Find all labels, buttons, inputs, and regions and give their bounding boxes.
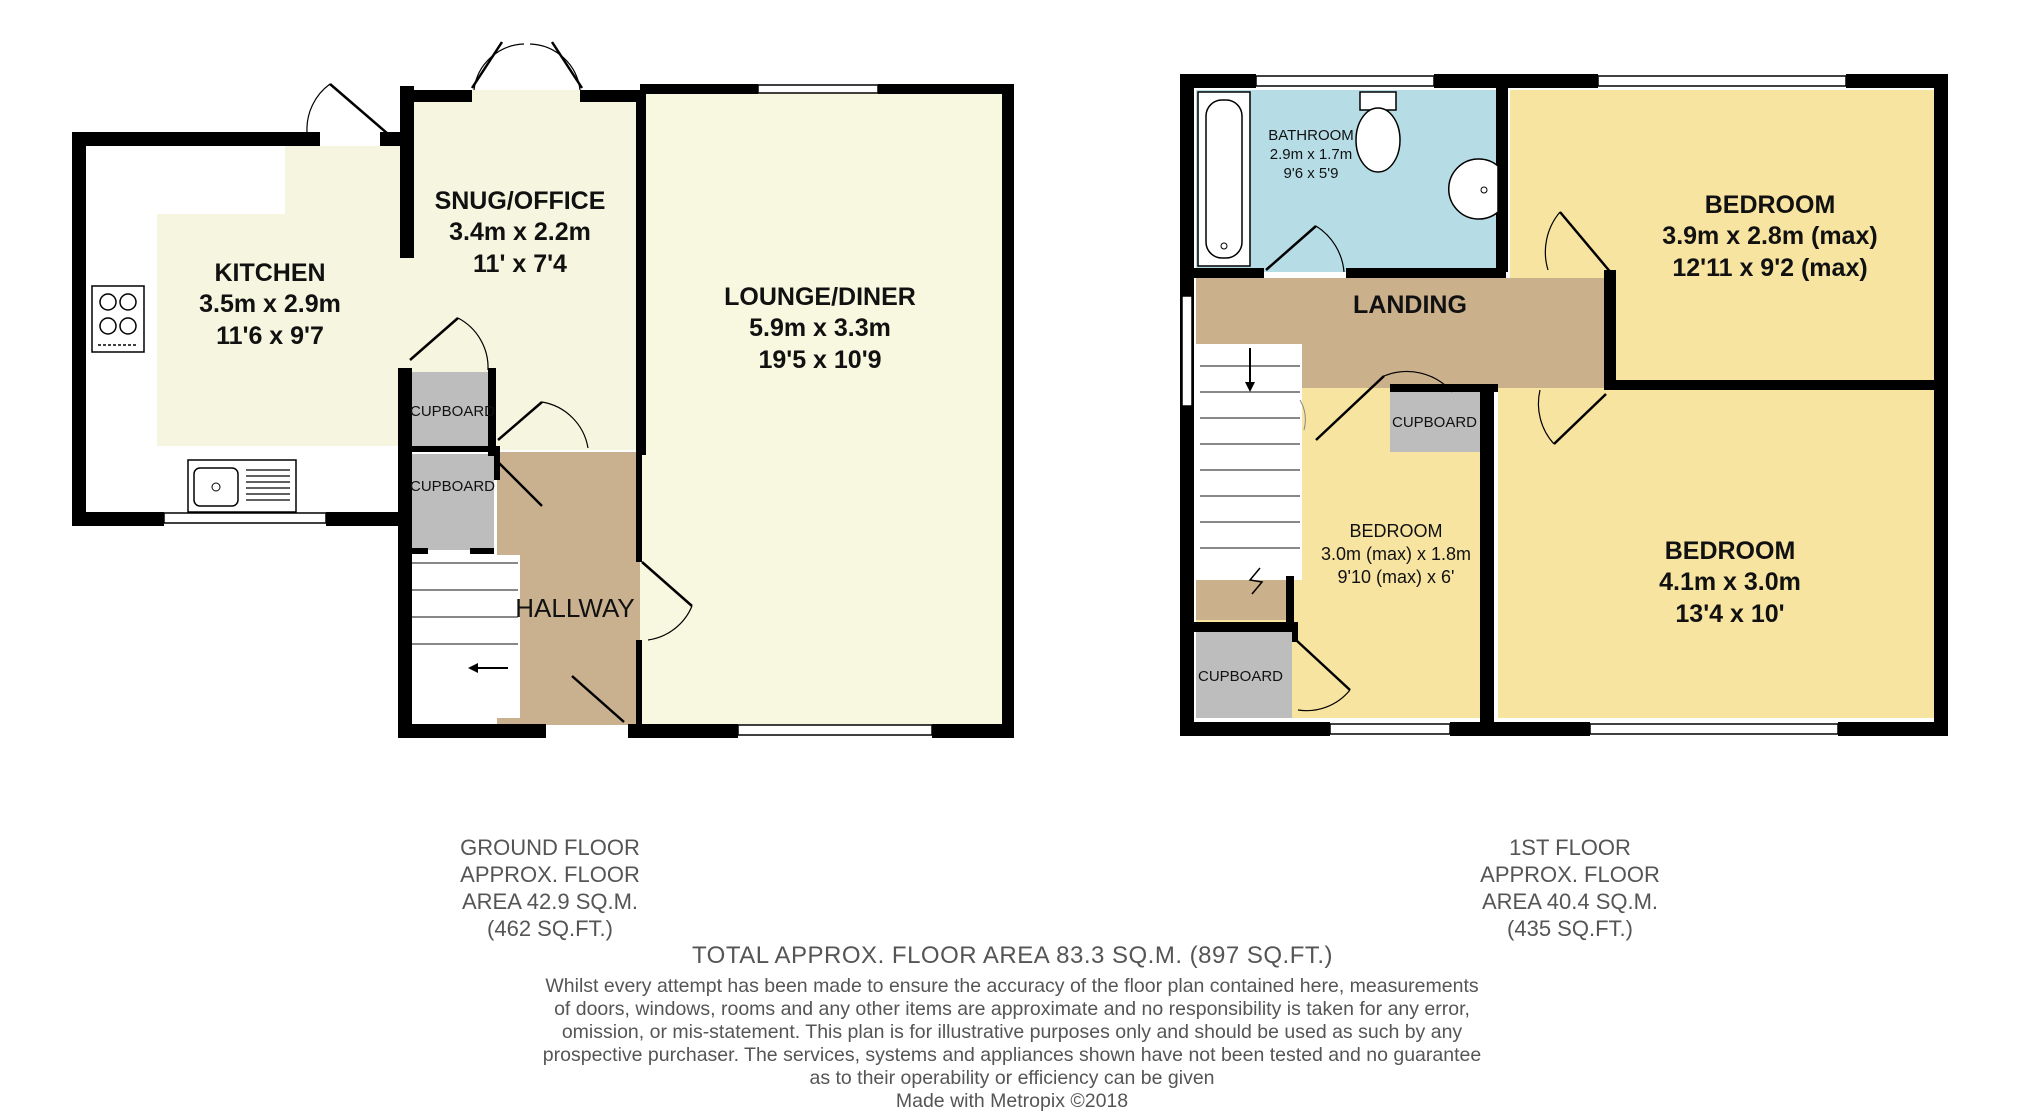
bedroom-2-label	[1300, 520, 1492, 589]
room-metric: 3.0m (max) x 1.8m	[1320, 544, 1472, 564]
snug-office-label	[410, 186, 630, 280]
caption-line: AREA 42.9 SQ.M.	[461, 889, 639, 914]
landing-label: LANDING	[1353, 291, 1467, 319]
cupboard-label: CUPBOARD	[1392, 414, 1478, 431]
room-imperial: 19'5 x 10'9	[758, 345, 882, 374]
hallway-label: HALLWAY	[515, 593, 635, 623]
disclaimer-line: as to their operability or efficiency can be given	[809, 1067, 1215, 1089]
caption-line: APPROX. FLOOR	[460, 862, 640, 887]
room-name: BEDROOM	[1349, 521, 1443, 541]
caption-line: AREA 40.4 SQ.M.	[1481, 889, 1659, 914]
room-name: SNUG/OFFICE	[434, 187, 606, 215]
caption-line: (462 SQ.FT.)	[487, 916, 613, 941]
caption-line: APPROX. FLOOR	[1480, 862, 1660, 887]
room-imperial: 11' x 7'4	[473, 249, 567, 278]
disclaimer-line: Whilst every attempt has been made to ensure the accuracy of the floor plan contained here, measurements	[545, 975, 1479, 997]
room-name: BATHROOM	[1268, 127, 1354, 144]
room-imperial: 9'6 x 5'9	[1283, 165, 1339, 182]
room-name: LOUNGE/DINER	[724, 283, 916, 311]
cupboard-label: CUPBOARD	[1198, 668, 1284, 685]
lounge-floor	[640, 88, 1010, 725]
room-metric: 2.9m x 1.7m	[1269, 146, 1353, 163]
room-metric: 3.4m x 2.2m	[449, 218, 591, 247]
hob-icon	[92, 286, 144, 352]
room-metric: 5.9m x 3.3m	[749, 314, 891, 343]
room-imperial: 12'11 x 9'2 (max)	[1672, 253, 1868, 282]
stairs-floor	[410, 555, 520, 718]
room-imperial: 11'6 x 9'7	[216, 321, 324, 350]
room-imperial: 9'10 (max) x 6'	[1337, 567, 1455, 587]
lounge-diner-label	[700, 282, 940, 376]
sink-icon	[188, 460, 296, 512]
room-metric: 4.1m x 3.0m	[1659, 568, 1801, 597]
room-name: BEDROOM	[1704, 191, 1836, 219]
disclaimer-line: of doors, windows, rooms and any other items are approximate and no responsibility is taken for any error,	[554, 998, 1470, 1020]
bedroom-3-label	[1600, 536, 1860, 630]
bedroom-1-label	[1620, 190, 1920, 284]
bathroom-label	[1256, 126, 1366, 183]
room-metric: 3.5m x 2.9m	[199, 290, 341, 319]
room-metric: 3.9m x 2.8m (max)	[1662, 222, 1878, 251]
caption-line: GROUND FLOOR	[460, 835, 640, 860]
kitchen-label	[170, 258, 370, 352]
room-name: BEDROOM	[1664, 537, 1796, 565]
cupboard-label: CUPBOARD	[410, 478, 496, 495]
ground-floor-plan	[72, 42, 1014, 738]
cupboard-label: CUPBOARD	[410, 403, 496, 420]
ground-floor-caption	[400, 834, 700, 942]
metropix-credit: Made with Metropix ©2018	[895, 1090, 1129, 1112]
bath-icon	[1198, 92, 1250, 266]
cupboard-ground-2	[406, 454, 494, 550]
first-floor-caption	[1420, 834, 1720, 942]
total-floor-area: TOTAL APPROX. FLOOR AREA 83.3 SQ.M. (897 SQ.FT.)	[691, 942, 1334, 969]
first-stairs-landing	[1196, 580, 1286, 620]
disclaimer	[512, 975, 1512, 1113]
room-name: KITCHEN	[214, 259, 326, 287]
caption-line: 1ST FLOOR	[1509, 835, 1631, 860]
disclaimer-line: prospective purchaser. The services, systems and appliances shown have not been tested and no guarantee	[542, 1044, 1482, 1066]
room-imperial: 13'4 x 10'	[1675, 599, 1785, 628]
caption-line: (435 SQ.FT.)	[1507, 916, 1633, 941]
disclaimer-line: omission, or mis-statement. This plan is for illustrative purposes only and should be used as such by any	[561, 1021, 1463, 1043]
